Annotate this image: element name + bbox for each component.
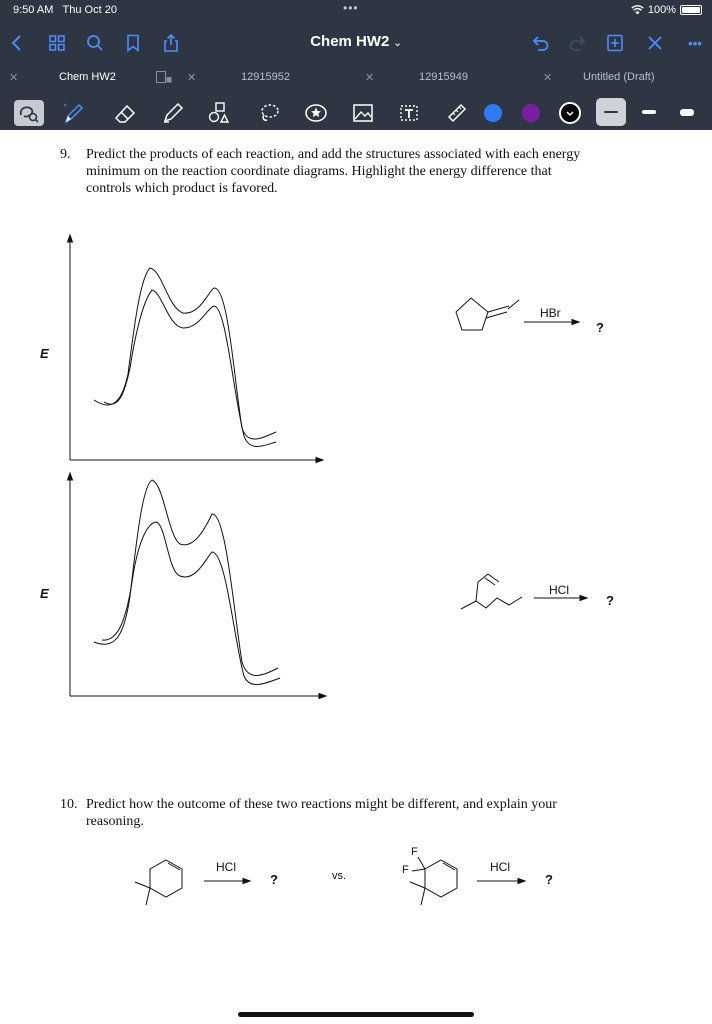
question-text-line: reasoning. (86, 814, 144, 829)
chevron-down-icon (561, 104, 579, 122)
sticker-icon[interactable] (303, 100, 329, 126)
reaction-coordinate-diagram-2 (68, 473, 327, 699)
energy-axis-label: E (40, 346, 49, 361)
reagent-label: HCl (216, 860, 236, 874)
lasso-select-icon[interactable] (14, 100, 44, 126)
question-text-line: controls which product is favored. (86, 181, 278, 196)
eraser-icon[interactable] (112, 100, 138, 126)
tab-12915949[interactable]: 12915949 (419, 71, 468, 83)
text-icon[interactable] (396, 100, 422, 126)
search-icon[interactable] (84, 32, 106, 54)
image-icon[interactable] (350, 100, 376, 126)
cyclopentylidene-ethane-structure (456, 298, 519, 330)
split-view-icon[interactable] (156, 66, 172, 88)
multitask-dots[interactable]: ••• (343, 1, 359, 15)
question-text-line: Predict the products of each reaction, and add the structures associated with each energy (86, 147, 581, 162)
thumbnails-grid-icon[interactable] (46, 32, 68, 54)
status-right (631, 4, 702, 16)
reaction-coordinate-diagram-1 (68, 235, 324, 463)
lasso-icon[interactable] (256, 100, 282, 126)
tab-12915952[interactable]: 12915952 (241, 71, 290, 83)
app-chrome (0, 0, 712, 130)
question-text-line: Predict how the outcome of these two reactions might be different, and explain your (86, 797, 557, 812)
color-swatch-black-selected[interactable] (559, 102, 581, 124)
back-icon[interactable] (6, 32, 28, 54)
reagent-label: HBr (540, 306, 561, 320)
color-swatch-purple[interactable] (522, 104, 540, 122)
question-number: 10. (60, 797, 78, 812)
tab-close-icon[interactable]: ✕ (365, 71, 375, 84)
tab-close-icon[interactable]: ✕ (543, 71, 553, 84)
share-icon[interactable] (160, 32, 182, 54)
pen-icon[interactable] (60, 100, 86, 126)
fluorine-label: F (411, 846, 418, 858)
stroke-thin-button[interactable] (596, 98, 626, 126)
document-title[interactable]: Chem HW2 ⌄ (310, 33, 402, 50)
question-number: 9. (60, 147, 71, 162)
tab-close-icon[interactable]: ✕ (9, 71, 19, 84)
product-placeholder: ? (596, 320, 604, 335)
undo-icon[interactable] (530, 32, 552, 54)
document-tabs (0, 66, 712, 88)
product-placeholder: ? (545, 872, 553, 887)
tab-chem-hw2[interactable]: Chem HW2 (59, 71, 116, 83)
reagent-label: HCl (490, 860, 510, 874)
battery-icon (680, 5, 702, 15)
fluorinated-cyclohexene-structure (410, 857, 457, 905)
home-indicator[interactable] (238, 1012, 474, 1017)
more-icon[interactable]: ••• (688, 35, 702, 51)
stroke-medium-button[interactable] (634, 98, 664, 126)
tab-close-icon[interactable]: ✕ (187, 71, 197, 84)
reagent-label: HCl (549, 583, 569, 597)
highlighter-icon[interactable] (160, 100, 186, 126)
stroke-thick-button[interactable] (672, 98, 702, 126)
close-editing-icon[interactable] (644, 32, 666, 54)
question-text-line: minimum on the reaction coordinate diagrams. Highlight the energy difference that (86, 164, 552, 179)
status-bar (0, 0, 712, 22)
status-time: 9:50 AM Thu Oct 20 (13, 4, 117, 16)
document-drawings (0, 130, 712, 1024)
ruler-icon[interactable] (444, 100, 470, 126)
versus-text: vs. (332, 870, 347, 882)
bookmark-icon[interactable] (122, 32, 144, 54)
tab-untitled-draft[interactable]: Untitled (Draft) (583, 71, 655, 83)
redo-icon[interactable] (566, 32, 588, 54)
dimethylcyclohexene-structure (135, 860, 182, 905)
navigation-bar (0, 28, 712, 58)
annotation-toolbar (0, 96, 712, 130)
wifi-icon (631, 5, 644, 15)
product-placeholder: ? (606, 593, 614, 608)
color-swatch-blue[interactable] (484, 104, 502, 122)
energy-axis-label: E (40, 586, 49, 601)
shapes-icon[interactable] (206, 100, 232, 126)
battery-percent: 100% (647, 4, 676, 16)
document-page[interactable] (0, 130, 712, 1024)
branched-alkene-structure (461, 574, 522, 609)
add-page-icon[interactable] (604, 32, 626, 54)
fluorine-label: F (402, 864, 409, 876)
product-placeholder: ? (270, 872, 278, 887)
